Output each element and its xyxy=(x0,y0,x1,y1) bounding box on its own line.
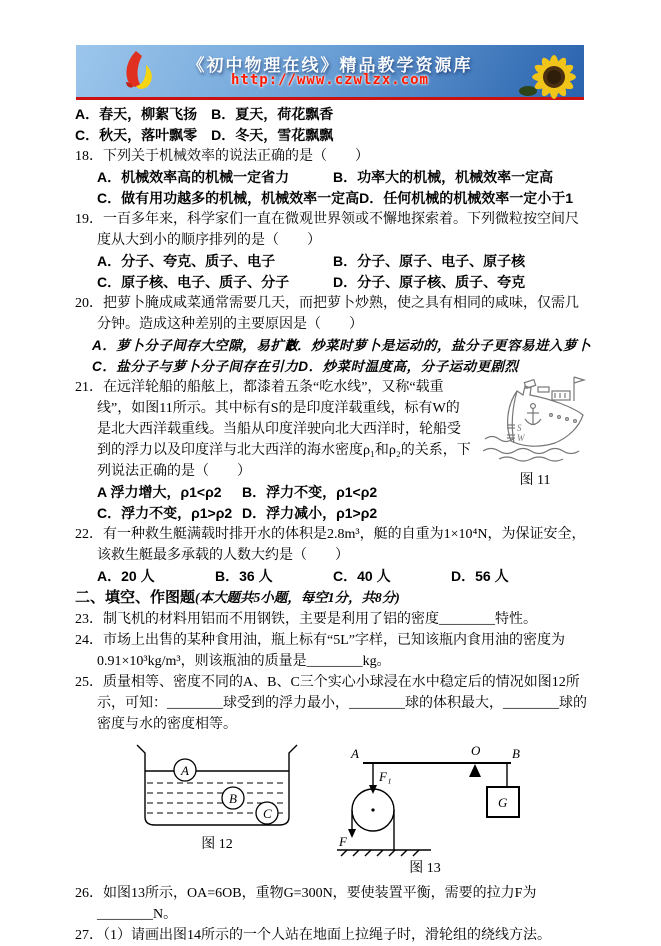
figure-13-caption: 图 13 xyxy=(409,861,441,876)
point-b-label: B xyxy=(512,746,520,761)
section2-note: (本大题共5小题，每空1分，共8分) xyxy=(195,590,400,605)
point-a-label: A xyxy=(351,746,359,761)
q26-stem: 26．如图13所示，OA=6OB，重物G=300N，要使装置平衡，需要的拉力F为________N。 xyxy=(75,886,537,922)
q22-option-c: C．40 人 xyxy=(333,568,391,584)
point-o-label: O xyxy=(471,743,481,758)
figure-12-caption: 图 12 xyxy=(201,837,233,852)
site-url-link[interactable]: http://www.czwlzx.com xyxy=(230,72,429,88)
q18-option-b: B．功率大的机械，机械效率一定高 xyxy=(333,169,554,185)
q18-option-a: A．机械效率高的机械一定省力 xyxy=(97,169,290,185)
q22-option-d: D．56 人 xyxy=(451,568,509,584)
site-banner xyxy=(76,45,584,100)
exam-content xyxy=(75,104,591,946)
q21-block xyxy=(75,377,591,524)
q18-option-c: C．做有用功越多的机械，机械效率一定高 xyxy=(97,190,360,206)
q20-option-d: D．炒菜时温度高，分子运动更剧烈 xyxy=(298,359,519,374)
q23-stem: 23．制飞机的材料用铝而不用钢铁，主要是利用了铝的密度________特性。 xyxy=(75,612,537,627)
q20-stem: 20．把萝卜腌成咸菜通常需要几天，而把萝卜炒熟，使之具有相同的咸味，仅需几分钟。造成这种差别的主要原因是（ ） xyxy=(75,296,579,332)
site-title: 《初中物理在线》精品教学资源库 xyxy=(187,56,473,75)
ball-b-label: B xyxy=(229,791,237,806)
q20-option-c: C．盐分子与萝卜分子间存在引力 xyxy=(92,359,299,374)
q18-options-row-2 xyxy=(75,188,591,209)
section2-heading: 二、填空、作图题 xyxy=(75,589,196,606)
ball-a-label: A xyxy=(181,763,189,778)
q19-options-row-1 xyxy=(75,251,591,272)
ball-c-label: C xyxy=(263,806,272,821)
section2-heading-line xyxy=(75,587,591,609)
beaker-figure xyxy=(133,743,301,833)
figures-row xyxy=(133,743,591,879)
q21-stem: 21．在远洋轮船的船舷上，都漆着五条“吃水线”，又称“载重线”，如图11所示。其中标有S的是印度洋载重线，标有W的是北大西洋载重线。当船从印度洋驶向北大西洋时，轮船受到的浮力以及印度洋与北大西洋的海水密度ρ₁和ρ₂的关系，下列说法正确的是（ ） xyxy=(75,380,471,479)
q21-option-a: A 浮力增大，ρ1<ρ2 xyxy=(97,484,222,500)
q18-option-d: D．任何机械的机械效率一定小于1 xyxy=(359,190,574,206)
q21-option-b: B．浮力不变，ρ1<ρ2 xyxy=(242,484,378,500)
q20-option-a: A．萝卜分子间存大空隙，易扩散 xyxy=(92,338,299,353)
sunflower-image xyxy=(516,55,584,97)
q22-options-row xyxy=(75,566,591,587)
q19-option-b: B．分子、原子、电子、原子核 xyxy=(333,253,526,269)
figure-11-caption: 图 11 xyxy=(519,473,551,488)
figure-11 xyxy=(479,373,591,491)
figure-12 xyxy=(133,743,301,855)
q20-options-row-2 xyxy=(75,356,591,377)
q22-option-a: A．20 人 xyxy=(97,568,155,584)
figure-13 xyxy=(329,743,521,879)
q24-stem: 24．市场上出售的某种食用油，瓶上标有“5L”字样，已知该瓶内食用油的密度为0.91×10³kg/m³，则该瓶油的质量是________kg。 xyxy=(75,633,565,669)
q20-option-b: B．炒菜时萝卜是运动的，盐分子更容易进入萝卜 xyxy=(286,338,591,353)
force-f1-label: F₁ xyxy=(379,769,392,784)
q17-options-cd: C．秋天，落叶飘零 D．冬天，雪花飘飘 xyxy=(75,127,334,143)
q19-options-row-2 xyxy=(75,272,591,293)
q22-option-b: B．36 人 xyxy=(215,568,273,584)
load-line-w-label: W xyxy=(517,433,525,443)
q21-option-d: D．浮力减小，ρ1>ρ2 xyxy=(242,505,378,521)
q19-stem: 19．一百多年来，科学家们一直在微观世界领或不懈地探索着。下列微粒按空间尺度从大到小的顺序排列的是（ ） xyxy=(75,212,579,248)
q18-stem: 18．下列关于机械效率的说法正确的是（ ） xyxy=(75,149,369,164)
weight-g-label: G xyxy=(498,795,508,810)
force-f-label: F xyxy=(339,834,347,849)
q21-option-c: C．浮力不变，ρ1>ρ2 xyxy=(97,505,233,521)
q17-options-ab: A．春天，柳絮飞扬 B．夏天，荷花飘香 xyxy=(75,106,334,122)
q21-options-row-1 xyxy=(75,482,471,503)
q18-options-row-1 xyxy=(75,167,591,188)
lever-pulley-figure xyxy=(329,743,521,857)
q27-stem: 27．（1）请画出图14所示的一个人站在地面上拉绳子时，滑轮组的绕线方法。 xyxy=(75,928,551,943)
q19-option-c: C．原子核、电子、质子、分子 xyxy=(97,274,290,290)
q19-option-d: D．分子、原子核、质子、夸克 xyxy=(333,274,526,290)
ship-figure xyxy=(481,373,589,469)
q21-options-row-2 xyxy=(75,503,591,524)
q22-stem: 22．有一种救生艇满载时排开水的体积是2.8m³，艇的自重为1×10⁴N，为保证安全，该救生艇最多承载的人数大约是（ ） xyxy=(75,527,586,563)
load-line-s-label: S xyxy=(517,423,522,433)
q25-stem: 25．质量相等、密度不同的A、B、C三个实心小球浸在水中稳定后的情况如图12所示，可知：________球受到的浮力最小，________球的体积最大，________球的密度与水的密度相等。 xyxy=(75,675,587,732)
q20-options-row-1 xyxy=(75,335,591,356)
q19-option-a: A．分子、夸克、质子、电子 xyxy=(97,253,276,269)
